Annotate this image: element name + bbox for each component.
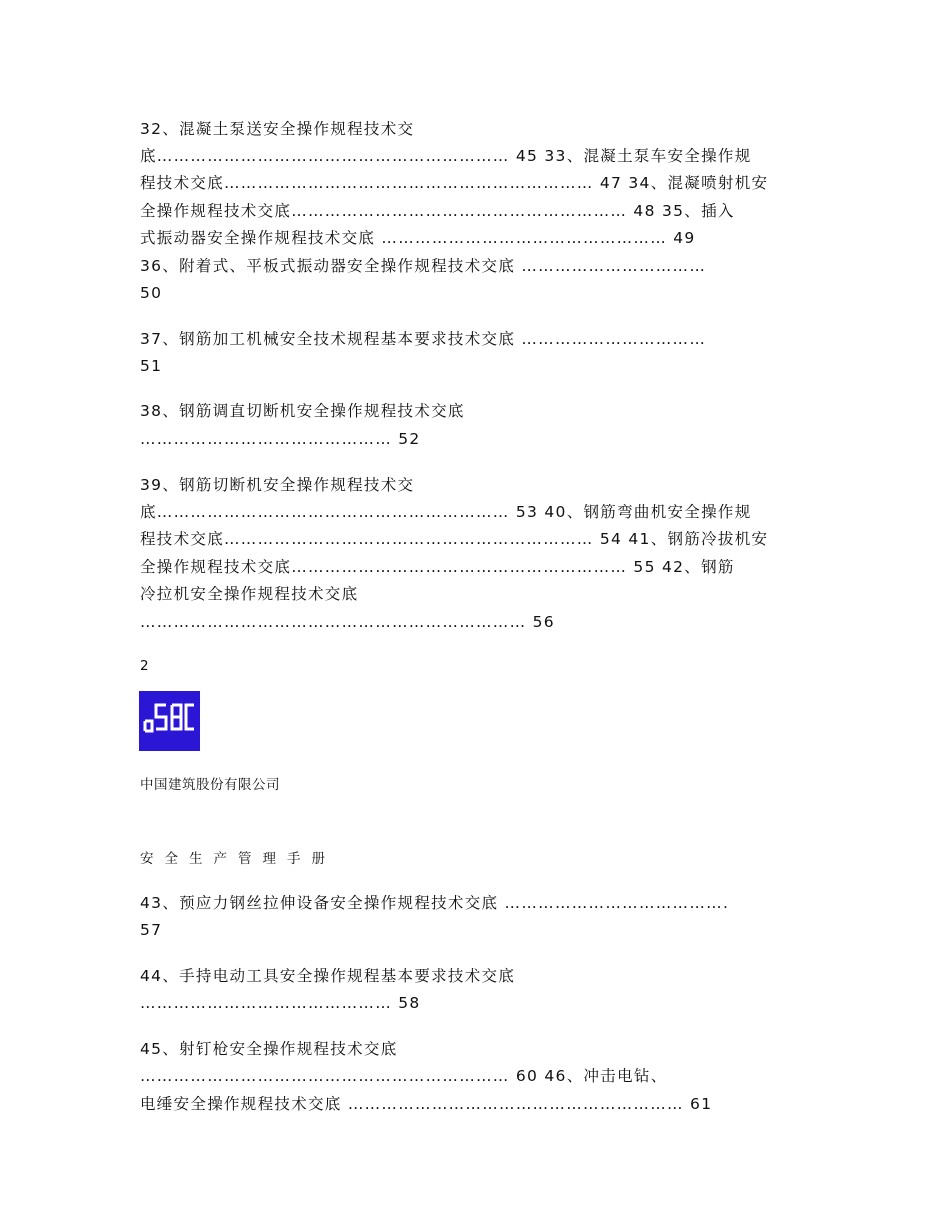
toc-line: 50 — [140, 284, 163, 302]
toc-line: …………………………………………………………… 56 — [140, 613, 555, 631]
toc-line: 全操作规程技术交底…………………………………………………… 55 42、钢筋 — [140, 558, 735, 576]
toc-line: ……………………………………… 52 — [140, 430, 421, 448]
toc-line: 45、射钉枪安全操作规程技术交底 — [140, 1040, 398, 1058]
toc-line: 式振动器安全操作规程技术交底 …………………………………………… 49 — [140, 229, 696, 247]
toc-line: 32、混凝土泵送安全操作规程技术交 — [140, 120, 415, 138]
toc-line: 37、钢筋加工机械安全技术规程基本要求技术交底 …………………………… — [140, 330, 707, 348]
manual-title: 安全生产管理手册 — [140, 851, 336, 867]
toc-line: 底……………………………………………………… 53 40、钢筋弯曲机安全操作规 — [140, 503, 752, 521]
toc-line: ……………………………………… 58 — [140, 994, 421, 1012]
cscec-logo-icon — [139, 691, 200, 751]
toc-line: 程技术交底………………………………………………………… 47 34、混凝喷射机安 — [140, 174, 769, 192]
toc-line: 39、钢筋切断机安全操作规程技术交 — [140, 476, 415, 494]
toc-line: 38、钢筋调直切断机安全操作规程技术交底 — [140, 402, 465, 420]
toc-line: 冷拉机安全操作规程技术交底 — [140, 585, 359, 603]
toc-line: 43、预应力钢丝拉伸设备安全操作规程技术交底 …………………………………. — [140, 894, 730, 912]
page-number: 2 — [140, 658, 150, 674]
toc-line: ………………………………………………………… 60 46、冲击电钻、 — [140, 1067, 668, 1085]
toc-line: 程技术交底………………………………………………………… 54 41、钢筋冷拔机安 — [140, 530, 769, 548]
toc-line: 57 — [140, 921, 163, 939]
toc-line: 44、手持电动工具安全操作规程基本要求技术交底 — [140, 967, 516, 985]
toc-line: 底……………………………………………………… 45 33、混凝土泵车安全操作规 — [140, 147, 752, 165]
toc-line: 全操作规程技术交底…………………………………………………… 48 35、插入 — [140, 202, 735, 220]
company-name: 中国建筑股份有限公司 — [140, 777, 280, 793]
toc-line: 电缍安全操作规程技术交底 …………………………………………………… 61 — [140, 1095, 713, 1113]
toc-line: 36、附着式、平板式振动器安全操作规程技术交底 …………………………… — [140, 257, 707, 275]
toc-line: 51 — [140, 357, 163, 375]
